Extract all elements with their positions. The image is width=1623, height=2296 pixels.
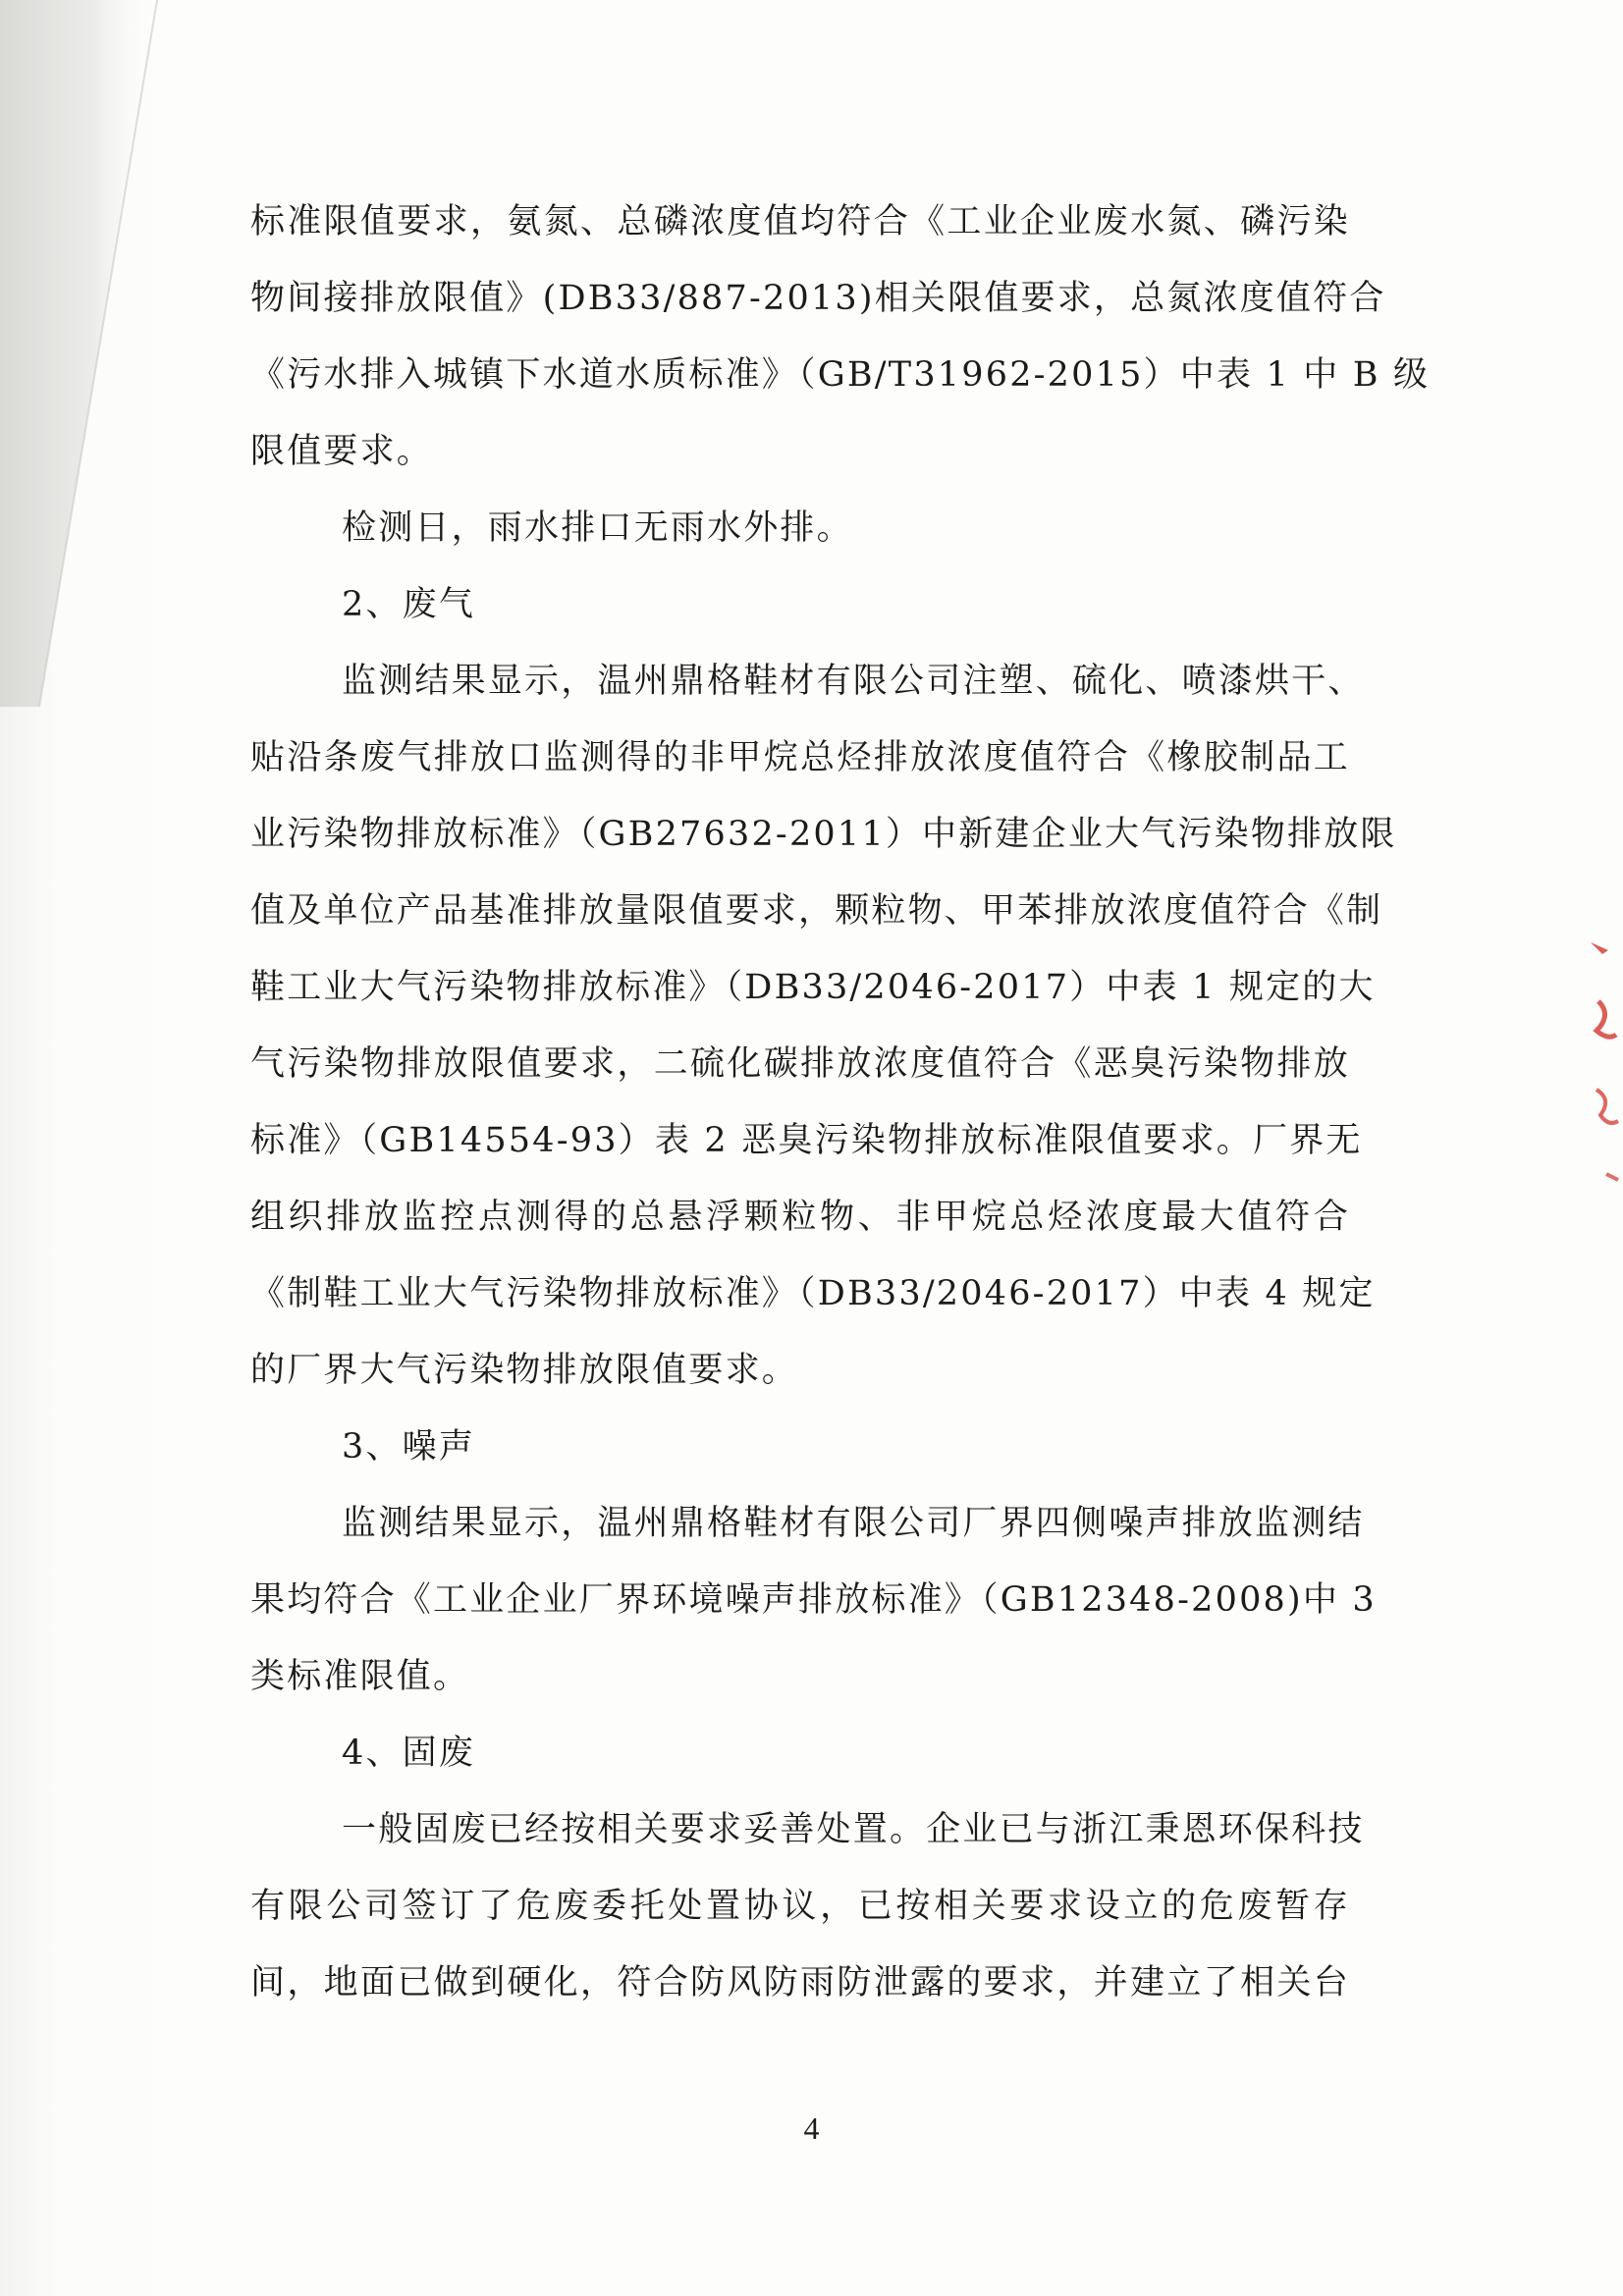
section-heading-exhaust: 2、废气 xyxy=(342,585,476,624)
section-heading-noise: 3、噪声 xyxy=(342,1427,476,1467)
paragraph-line: 监测结果显示，温州鼎格鞋材有限公司厂界四侧噪声排放监测结 xyxy=(342,1504,1365,1543)
paragraph-line: 《污水排入城镇下水道水质标准》（GB/T31962-2015）中表 1 中 B 级 xyxy=(250,355,1431,395)
paragraph-line: 标准》（GB14554-93）表 2 恶臭污染物排放标准限值要求。厂界无 xyxy=(250,1121,1363,1160)
paragraph-line: 果均符合《工业企业厂界环境噪声排放标准》（GB12348-2008)中 3 xyxy=(250,1580,1377,1620)
paragraph-line: 一般固废已经按相关要求妥善处置。企业已与浙江秉恩环保科技 xyxy=(342,1810,1365,1849)
paragraph-line: 鞋工业大气污染物排放标准》（DB33/2046-2017）中表 1 规定的大 xyxy=(250,968,1376,1007)
paragraph-line: 间，地面已做到硬化，符合防风防雨防泄露的要求，并建立了相关台 xyxy=(250,1963,1350,2002)
paragraph-line: 的厂界大气污染物排放限值要求。 xyxy=(250,1351,799,1390)
section-heading-solid-waste: 4、固废 xyxy=(342,1734,476,1773)
paragraph-line: 业污染物排放标准》（GB27632-2011）中新建企业大气污染物排放限 xyxy=(250,815,1397,854)
paragraph-line: 气污染物排放限值要求，二硫化碳排放浓度值符合《恶臭污染物排放 xyxy=(250,1044,1350,1084)
paragraph-line: 物间接排放限值》(DB33/887-2013)相关限值要求，总氮浓度值符合 xyxy=(250,279,1386,318)
paragraph-line: 贴沿条废气排放口监测得的非甲烷总烃排放浓度值符合《橡胶制品工 xyxy=(250,738,1350,777)
page-fold-shadow xyxy=(0,0,196,707)
paragraph-line: 标准限值要求，氨氮、总磷浓度值均符合《工业企业废水氮、磷污染 xyxy=(250,202,1350,241)
paragraph-line: 检测日，雨水排口无雨水外排。 xyxy=(342,508,853,548)
paragraph-line: 《制鞋工业大气污染物排放标准》（DB33/2046-2017）中表 4 规定 xyxy=(250,1274,1376,1313)
paragraph-line: 值及单位产品基准排放量限值要求，颗粒物、甲苯排放浓度值符合《制 xyxy=(250,891,1383,931)
page-number: 4 xyxy=(803,2110,820,2146)
paragraph-line: 监测结果显示，温州鼎格鞋材有限公司注塑、硫化、喷漆烘干、 xyxy=(342,662,1365,701)
red-seal-fragment xyxy=(1561,942,1623,1256)
paragraph-line: 组织排放监控点测得的总悬浮颗粒物、非甲烷总烃浓度最大值符合 xyxy=(250,1198,1350,1237)
paragraph-line: 有限公司签订了危废委托处置协议，已按相关要求设立的危废暂存 xyxy=(250,1887,1350,1926)
paragraph-line: 限值要求。 xyxy=(250,432,434,471)
paragraph-line: 类标准限值。 xyxy=(250,1657,470,1696)
